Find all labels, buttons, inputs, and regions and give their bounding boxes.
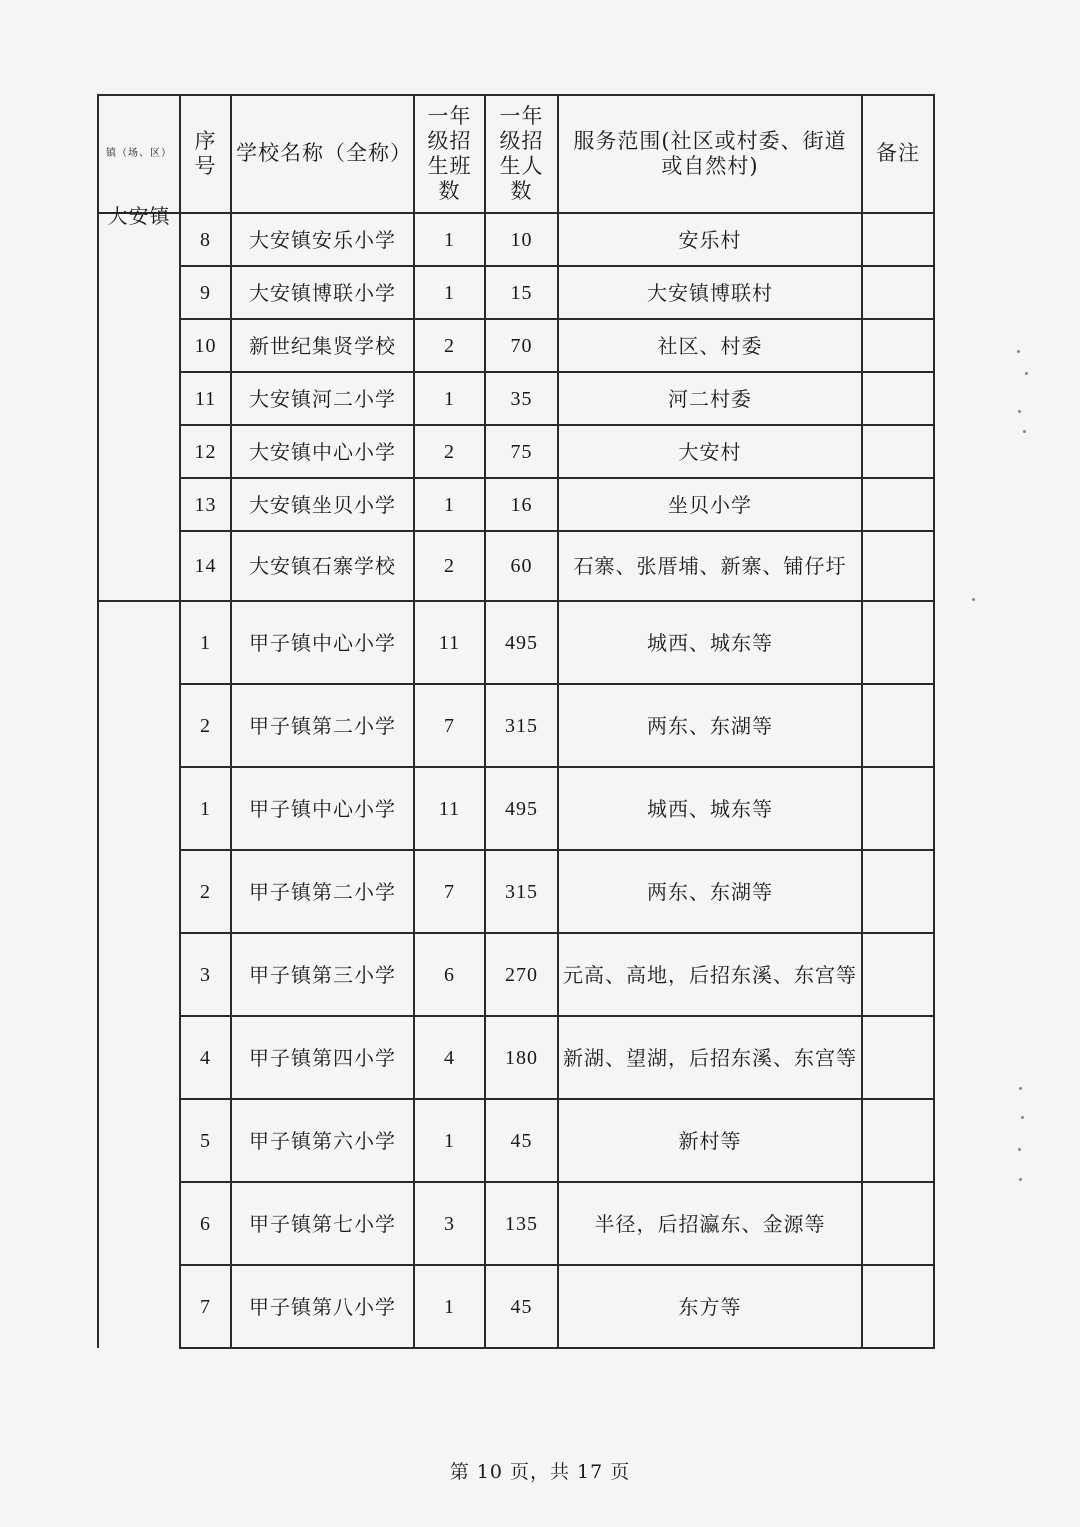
scope-cell: 石寨、张厝埔、新寨、铺仔圩 xyxy=(558,531,862,601)
students-cell: 315 xyxy=(485,684,558,767)
classes-cell: 1 xyxy=(414,478,485,531)
header-scope: 服务范围(社区或村委、街道或自然村) xyxy=(558,95,862,213)
students-cell: 180 xyxy=(485,1016,558,1099)
school-cell: 甲子镇中心小学 xyxy=(231,601,414,684)
students-cell: 135 xyxy=(485,1182,558,1265)
table-row xyxy=(98,850,934,933)
header-seq: 序号 xyxy=(180,95,231,213)
table-row xyxy=(98,213,934,266)
seq-cell: 2 xyxy=(180,684,231,767)
students-cell: 15 xyxy=(485,266,558,319)
seq-cell: 11 xyxy=(180,372,231,425)
table-row xyxy=(98,684,934,767)
classes-cell: 11 xyxy=(414,767,485,850)
seq-cell: 9 xyxy=(180,266,231,319)
seq-cell: 1 xyxy=(180,601,231,684)
table-row xyxy=(98,425,934,478)
seq-cell: 4 xyxy=(180,1016,231,1099)
students-cell: 35 xyxy=(485,372,558,425)
table-row xyxy=(98,478,934,531)
table-row xyxy=(98,1099,934,1182)
students-cell: 10 xyxy=(485,213,558,266)
scope-cell: 城西、城东等 xyxy=(558,601,862,684)
school-cell: 大安镇安乐小学 xyxy=(231,213,414,266)
school-cell: 大安镇中心小学 xyxy=(231,425,414,478)
header-students: 一年级招生人数 xyxy=(485,95,558,213)
scope-cell: 新湖、望湖，后招东溪、东宫等 xyxy=(558,1016,862,1099)
seq-cell: 13 xyxy=(180,478,231,531)
seq-cell: 2 xyxy=(180,850,231,933)
scope-cell: 新村等 xyxy=(558,1099,862,1182)
table-header-row xyxy=(98,95,934,213)
students-cell: 16 xyxy=(485,478,558,531)
scan-speck xyxy=(1021,1116,1024,1119)
town-cell xyxy=(98,601,180,1348)
classes-cell: 1 xyxy=(414,1099,485,1182)
remark-cell xyxy=(862,850,934,933)
remark-cell xyxy=(862,1016,934,1099)
table-row xyxy=(98,767,934,850)
students-cell: 45 xyxy=(485,1099,558,1182)
scan-speck xyxy=(1019,1178,1022,1181)
seq-cell: 3 xyxy=(180,933,231,1016)
table-row xyxy=(98,266,934,319)
scope-cell: 大安镇博联村 xyxy=(558,266,862,319)
town-label: 大安镇 xyxy=(107,204,171,228)
school-cell: 大安镇博联小学 xyxy=(231,266,414,319)
remark-cell xyxy=(862,1099,934,1182)
school-cell: 甲子镇第四小学 xyxy=(231,1016,414,1099)
school-cell: 甲子镇第二小学 xyxy=(231,684,414,767)
classes-cell: 1 xyxy=(414,266,485,319)
school-cell: 甲子镇第七小学 xyxy=(231,1182,414,1265)
remark-cell xyxy=(862,213,934,266)
classes-cell: 7 xyxy=(414,850,485,933)
scope-cell: 社区、村委 xyxy=(558,319,862,372)
classes-cell: 2 xyxy=(414,319,485,372)
school-cell: 甲子镇第三小学 xyxy=(231,933,414,1016)
scope-cell: 坐贝小学 xyxy=(558,478,862,531)
table-row xyxy=(98,531,934,601)
scan-speck xyxy=(1018,410,1021,413)
remark-cell xyxy=(862,1265,934,1348)
table-row xyxy=(98,601,934,684)
classes-cell: 6 xyxy=(414,933,485,1016)
students-cell: 270 xyxy=(485,933,558,1016)
remark-cell xyxy=(862,767,934,850)
classes-cell: 1 xyxy=(414,372,485,425)
table-row xyxy=(98,319,934,372)
remark-cell xyxy=(862,372,934,425)
remark-cell xyxy=(862,531,934,601)
classes-cell: 11 xyxy=(414,601,485,684)
scope-cell: 元高、高地，后招东溪、东宫等 xyxy=(558,933,862,1016)
classes-cell: 1 xyxy=(414,1265,485,1348)
students-cell: 60 xyxy=(485,531,558,601)
classes-cell: 2 xyxy=(414,531,485,601)
remark-cell xyxy=(862,266,934,319)
enrollment-table xyxy=(97,94,935,1349)
classes-cell: 2 xyxy=(414,425,485,478)
classes-cell: 4 xyxy=(414,1016,485,1099)
table-row xyxy=(98,372,934,425)
seq-cell: 5 xyxy=(180,1099,231,1182)
remark-cell xyxy=(862,319,934,372)
seq-cell: 8 xyxy=(180,213,231,266)
students-cell: 495 xyxy=(485,767,558,850)
seq-cell: 1 xyxy=(180,767,231,850)
scope-cell: 大安村 xyxy=(558,425,862,478)
remark-cell xyxy=(862,684,934,767)
students-cell: 45 xyxy=(485,1265,558,1348)
students-cell: 75 xyxy=(485,425,558,478)
scan-speck xyxy=(1025,372,1028,375)
remark-cell xyxy=(862,1182,934,1265)
scan-speck xyxy=(1017,350,1020,353)
scope-cell: 两东、东湖等 xyxy=(558,850,862,933)
seq-cell: 14 xyxy=(180,531,231,601)
scope-cell: 半径，后招瀛东、金源等 xyxy=(558,1182,862,1265)
table-row xyxy=(98,1182,934,1265)
page-number-footer: 第 10 页，共 17 页 xyxy=(449,1461,631,1483)
school-cell: 甲子镇中心小学 xyxy=(231,767,414,850)
scope-cell: 城西、城东等 xyxy=(558,767,862,850)
school-cell: 大安镇河二小学 xyxy=(231,372,414,425)
school-cell: 新世纪集贤学校 xyxy=(231,319,414,372)
scope-cell: 东方等 xyxy=(558,1265,862,1348)
school-cell: 甲子镇第二小学 xyxy=(231,850,414,933)
students-cell: 315 xyxy=(485,850,558,933)
header-remark: 备注 xyxy=(862,95,934,213)
scan-speck xyxy=(972,598,975,601)
remark-cell xyxy=(862,601,934,684)
school-cell: 甲子镇第八小学 xyxy=(231,1265,414,1348)
seq-cell: 7 xyxy=(180,1265,231,1348)
seq-cell: 12 xyxy=(180,425,231,478)
scan-speck xyxy=(1018,1148,1021,1151)
scope-cell: 安乐村 xyxy=(558,213,862,266)
header-town: 镇（场、区） xyxy=(98,95,180,213)
scope-cell: 两东、东湖等 xyxy=(558,684,862,767)
seq-cell: 10 xyxy=(180,319,231,372)
school-cell: 大安镇石寨学校 xyxy=(231,531,414,601)
scan-speck xyxy=(1023,430,1026,433)
header-school: 学校名称（全称） xyxy=(231,95,414,213)
scope-cell: 河二村委 xyxy=(558,372,862,425)
remark-cell xyxy=(862,425,934,478)
remark-cell xyxy=(862,933,934,1016)
table-row xyxy=(98,1265,934,1348)
students-cell: 70 xyxy=(485,319,558,372)
students-cell: 495 xyxy=(485,601,558,684)
town-cell xyxy=(98,204,180,601)
school-cell: 甲子镇第六小学 xyxy=(231,1099,414,1182)
classes-cell: 3 xyxy=(414,1182,485,1265)
classes-cell: 7 xyxy=(414,684,485,767)
table-row xyxy=(98,1016,934,1099)
remark-cell xyxy=(862,478,934,531)
header-classes: 一年级招生班数 xyxy=(414,95,485,213)
table-row xyxy=(98,933,934,1016)
scan-speck xyxy=(1019,1087,1022,1090)
school-cell: 大安镇坐贝小学 xyxy=(231,478,414,531)
classes-cell: 1 xyxy=(414,213,485,266)
seq-cell: 6 xyxy=(180,1182,231,1265)
